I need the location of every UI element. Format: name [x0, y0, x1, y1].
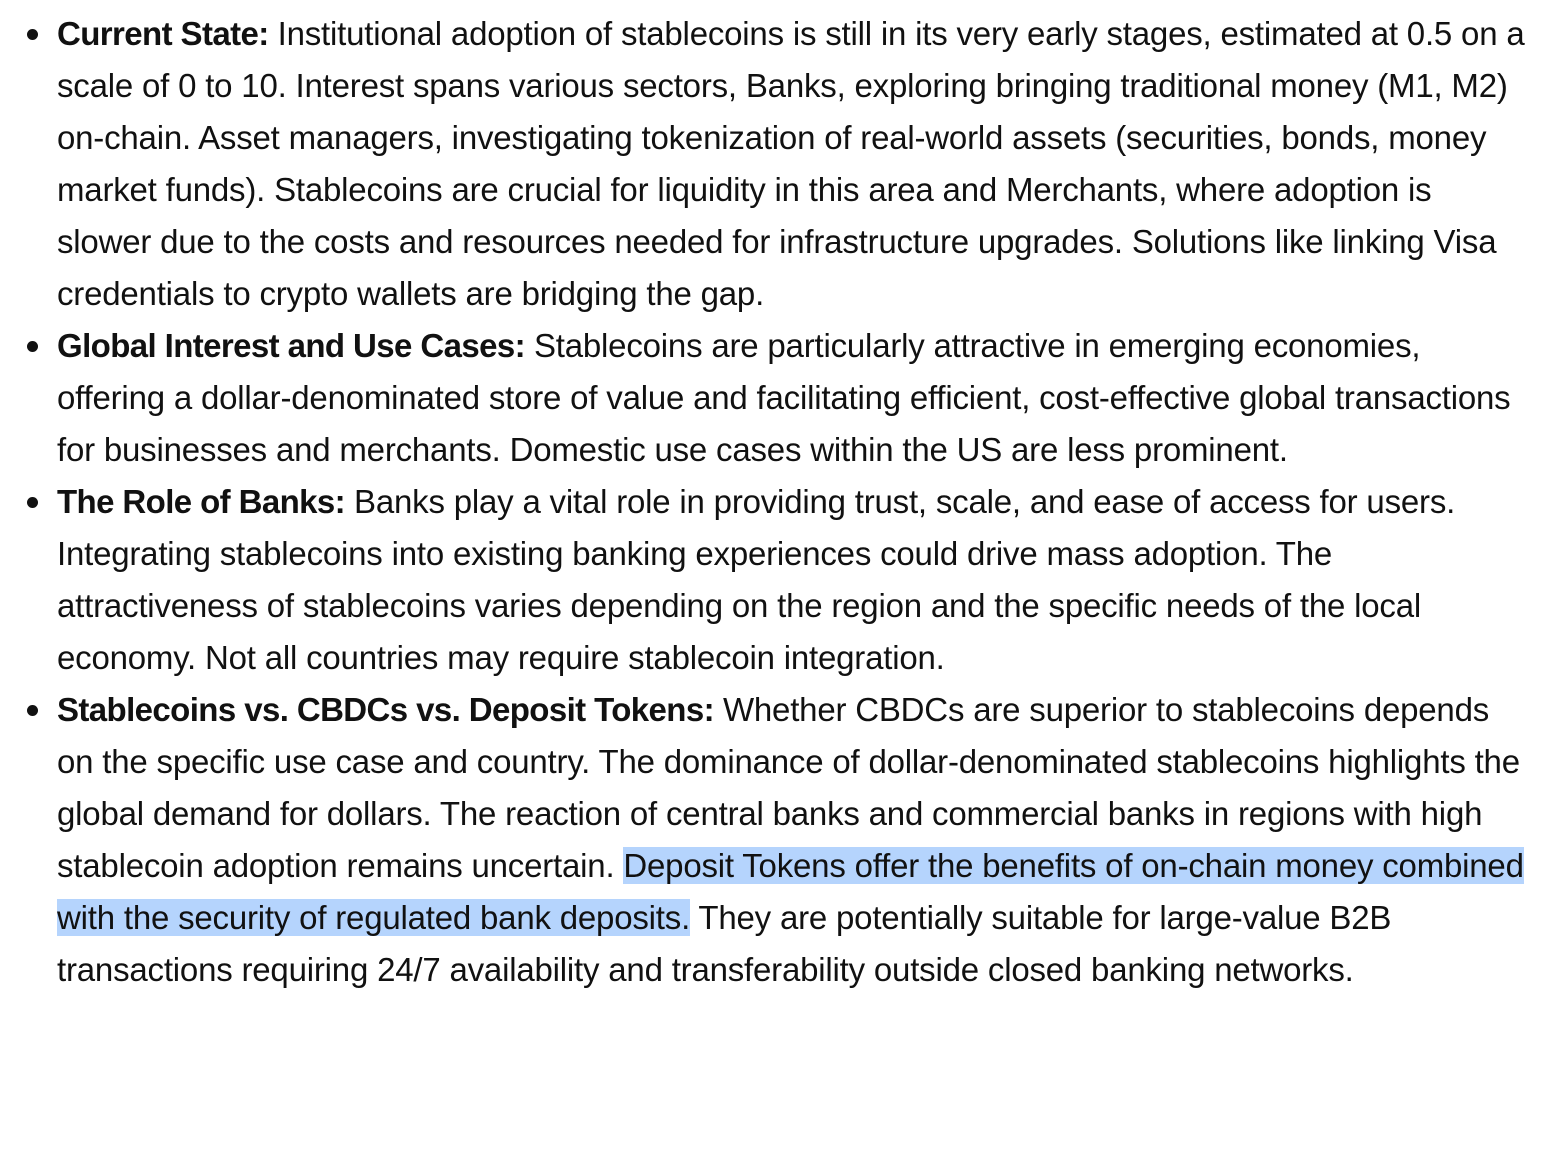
list-item: [0, 684, 1530, 996]
list-item: [0, 320, 1530, 476]
item-text: Stablecoins are particularly attractive in emerging economies, offering a dollar-denominated store of value and facilitating efficient, cost-effective global transactions for businesses and merchants. Domestic use cases within the US are less prominent.: [57, 327, 1511, 468]
list-item: [0, 476, 1530, 684]
bullet-list: [0, 8, 1530, 996]
list-item: [0, 8, 1530, 320]
item-text: Whether CBDCs are superior to stablecoins depends on the specific use case and country. The dominance of dollar-denominated stablecoins highlights the global demand for dollars. The reaction of central banks and commercial banks in regions with high stablecoin adoption remains uncertain.: [57, 691, 1520, 884]
item-title: Global Interest and Use Cases:: [57, 327, 525, 364]
item-text: They are potentially suitable for large-value B2B transactions requiring 24/7 availability and transferability outside closed banking networks.: [57, 899, 1392, 988]
bullet-icon: [27, 497, 38, 508]
selected-text-highlight[interactable]: Deposit Tokens offer the benefits of on-chain money combined with the security of regulated bank deposits.: [57, 847, 1524, 936]
item-text: Banks play a vital role in providing trust, scale, and ease of access for users. Integrating stablecoins into existing banking experiences could drive mass adoption. The attractiveness of stablecoins varies depending on the region and the specific needs of the local economy. Not all countries may require stablecoin integration.: [57, 483, 1456, 676]
bullet-icon: [27, 341, 38, 352]
item-title: The Role of Banks:: [57, 483, 346, 520]
item-title: Stablecoins vs. CBDCs vs. Deposit Tokens:: [57, 691, 714, 728]
bullet-icon: [27, 705, 38, 716]
item-title: Current State:: [57, 15, 269, 52]
item-text: Institutional adoption of stablecoins is still in its very early stages, estimated at 0.5 on a scale of 0 to 10. Interest spans various sectors, Banks, exploring bringing traditional money (M1, M2) on-chain. Asset managers, investigating tokenization of real-world assets (securities, bonds, money market funds). Stablecoins are crucial for liquidity in this area and Merchants, where adoption is slower due to the costs and resources needed for infrastructure upgrades. Solutions like linking Visa credentials to crypto wallets are bridging the gap.: [57, 15, 1525, 312]
bullet-icon: [27, 29, 38, 40]
